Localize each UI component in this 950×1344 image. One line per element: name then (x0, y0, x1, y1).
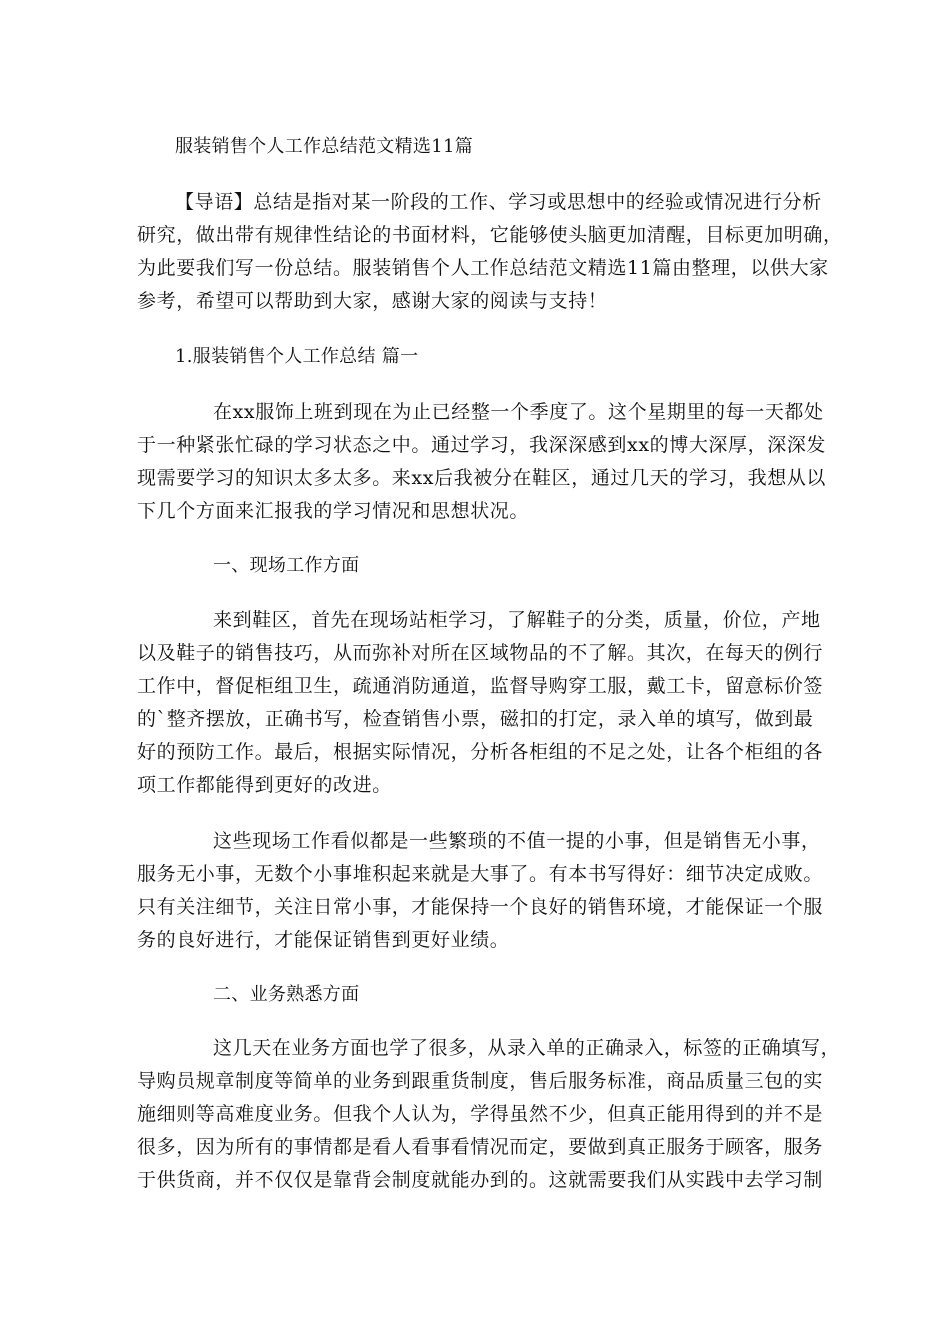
paragraph-line: 只有关注细节，关注日常小事，才能保持一个良好的销售环境，才能保证一个服 (137, 896, 824, 918)
paragraph-line: 于供货商，并不仅仅是靠背会制度就能办到的。这就需要我们从实践中去学习制 (137, 1169, 824, 1191)
paragraph-line: 这些现场工作看似都是一些繁琐的不值一提的小事，但是销售无小事， (213, 830, 821, 852)
paragraph-line: 施细则等高难度业务。但我个人认为，学得虽然不少，但真正能用得到的并不是 (137, 1103, 824, 1125)
intro-line: 【导语】总结是指对某一阶段的工作、学习或思想中的经验或情况进行分析 (175, 191, 822, 213)
paragraph-1 (137, 396, 827, 528)
intro-line: 为此要我们写一份总结。服装销售个人工作总结范文精选11篇由整理，以供大家 (137, 257, 829, 279)
subsection-heading-2: 二、业务熟悉方面 (213, 984, 360, 1005)
subsection-heading-1: 一、现场工作方面 (213, 555, 360, 576)
intro-line: 研究，做出带有规律性结论的书面材料，它能够使头脑更加清醒，目标更加明确， (137, 224, 843, 246)
paragraph-line: 导购员规章制度等简单的业务到跟重货制度，售后服务标准，商品质量三包的实 (137, 1070, 824, 1092)
paragraph-line: 项工作都能得到更好的改进。 (137, 774, 392, 796)
paragraph-4 (137, 1032, 841, 1197)
paragraph-line: 以及鞋子的销售技巧，从而弥补对所在区域物品的不了解。其次，在每天的例行 (137, 642, 824, 664)
paragraph-line: 下几个方面来汇报我的学习情况和思想状况。 (137, 500, 530, 522)
intro-paragraph (137, 186, 843, 318)
section-heading-1: 1.服装销售个人工作总结 篇一 (175, 346, 419, 367)
paragraph-line: 这几天在业务方面也学了很多，从录入单的正确录入，标签的正确填写， (213, 1037, 841, 1059)
paragraph-line: 务的良好进行，才能保证销售到更好业绩。 (137, 929, 510, 951)
paragraph-line: 现需要学习的知识太多太多。来xx后我被分在鞋区，通过几天的学习，我想从以 (137, 467, 827, 489)
paragraph-3 (137, 825, 824, 957)
paragraph-line: 在xx服饰上班到现在为止已经整一个季度了。这个星期里的每一天都处 (213, 401, 824, 423)
paragraph-line: 工作中，督促柜组卫生，疏通消防通道，监督导购穿工服，戴工卡，留意标价签 (137, 675, 824, 697)
paragraph-2 (137, 604, 824, 802)
paragraph-line: 好的预防工作。最后，根据实际情况，分析各柜组的不足之处，让各个柜组的各 (137, 741, 824, 763)
paragraph-line: 的`整齐摆放，正确书写，检查销售小票，磁扣的打定，录入单的填写，做到最 (137, 708, 814, 730)
paragraph-line: 于一种紧张忙碌的学习状态之中。通过学习，我深深感到xx的博大深厚，深深发 (137, 434, 827, 456)
paragraph-line: 很多，因为所有的事情都是看人看事看情况而定，要做到真正服务于顾客，服务 (137, 1136, 824, 1158)
paragraph-line: 服务无小事，无数个小事堆积起来就是大事了。有本书写得好：细节决定成败。 (137, 863, 824, 885)
paragraph-line: 来到鞋区，首先在现场站柜学习，了解鞋子的分类，质量，价位，产地 (213, 609, 821, 631)
intro-line: 参考，希望可以帮助到大家，感谢大家的阅读与支持！ (137, 290, 608, 312)
document-title: 服装销售个人工作总结范文精选11篇 (175, 136, 474, 157)
